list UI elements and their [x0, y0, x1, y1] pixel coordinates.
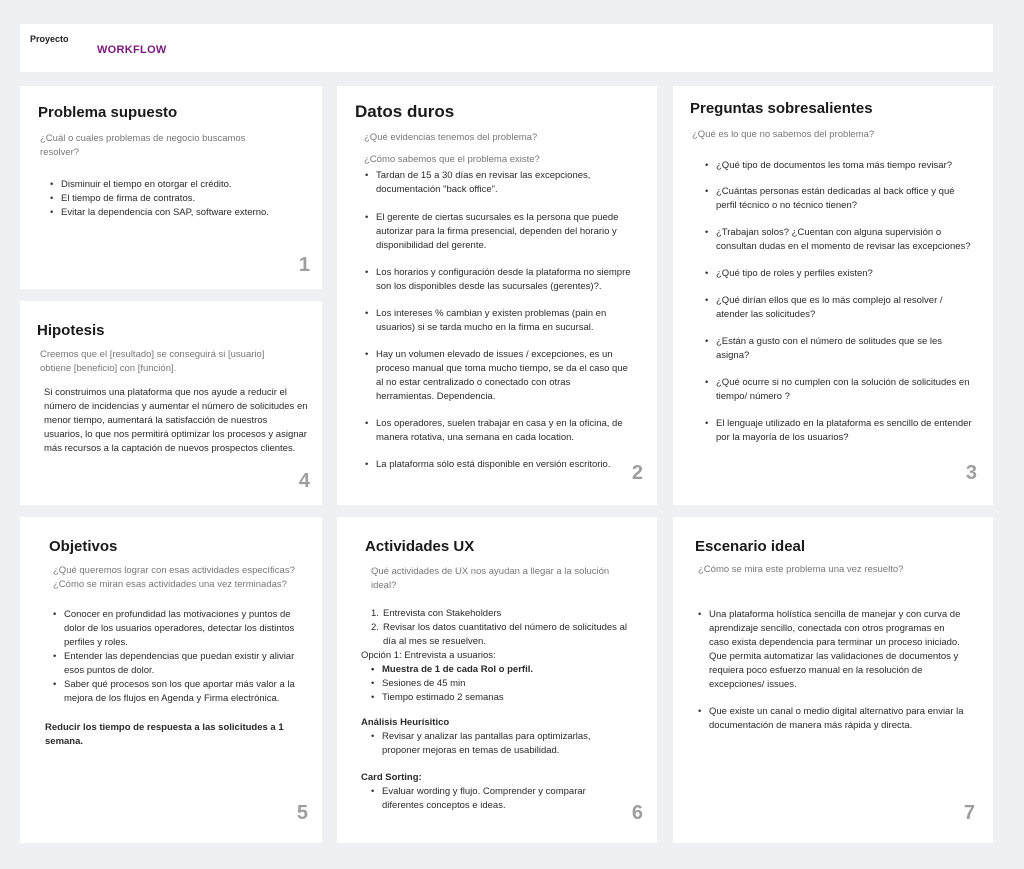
- card-hipotesis: [20, 301, 322, 505]
- section-bullets: [369, 785, 609, 813]
- card-title: Escenario ideal: [695, 538, 806, 555]
- card-title: Objetivos: [49, 538, 118, 555]
- list-item: • Los intereses % cambian y existen problemas (pain en usuarios) si se tarda mucho en la firma en sucursal.: [363, 307, 631, 335]
- card-title: Actividades UX: [365, 538, 475, 555]
- card-bullets: [48, 178, 308, 220]
- card-actividades-ux: [337, 517, 657, 843]
- list-item: • ¿Qué tipo de documentos les toma más tiempo revisar?: [703, 159, 975, 173]
- section-heading: Análisis Heurísitico: [361, 717, 450, 728]
- card-objetivos: [20, 517, 322, 843]
- card-title: Preguntas sobresalientes: [690, 100, 873, 117]
- project-label: Proyecto: [30, 34, 69, 44]
- list-item: • El tiempo de firma de contratos.: [48, 192, 308, 206]
- card-footer-note: Reducir los tiempo de respuesta a las solicitudes a 1 semana.: [45, 722, 284, 747]
- list-item: • ¿Trabajan solos? ¿Cuentan con alguna supervisión o consultan dudas en el momento de revisar las excepciones?: [703, 226, 975, 254]
- list-number: 1.: [371, 608, 379, 619]
- option-line: Opción 1: Entrevista a usuarios:: [361, 650, 496, 661]
- card-bullets: [703, 159, 975, 445]
- list-item: • Sesiones de 45 min: [369, 677, 629, 691]
- card-number: 6: [631, 802, 643, 824]
- list-item: • Muestra de 1 de cada Rol o perfil.: [369, 663, 629, 677]
- card-bullets: [696, 608, 966, 733]
- card-title: Problema supuesto: [38, 104, 178, 121]
- list-item: • Hay un volumen elevado de issues / excepciones, es un proceso manual que toma mucho tiempo, se da el caso que al no estar centralizado o conectado con otras herramientas. Dependencia.: [363, 348, 631, 404]
- card-number: 2: [631, 462, 643, 484]
- list-number: 2.: [371, 622, 379, 633]
- card-title: Datos duros: [355, 102, 455, 121]
- list-item: • Que existe un canal o medio digital alternativo para enviar la documentación de manera más rápida y directa.: [696, 705, 966, 733]
- list-item: [371, 607, 639, 621]
- list-text: Entrevista con Stakeholders: [383, 608, 502, 619]
- card-question: ¿Qué evidencias tenemos del problema?: [364, 132, 538, 143]
- list-item: • ¿Cuántas personas están dedicadas al back office y qué perfil técnico o no técnico tienen?: [703, 185, 975, 213]
- list-item: • Tiempo estimado 2 semanas: [369, 691, 629, 705]
- card-bullets: [363, 169, 631, 472]
- section-heading: Card Sorting:: [361, 772, 422, 783]
- list-item: • Evaluar wording y flujo. Comprender y comparar diferentes conceptos e ideas.: [369, 785, 609, 813]
- section-bullets: [369, 730, 609, 758]
- list-item: • Revisar y analizar las pantallas para optimizarlas, proponer mejoras en temas de usabilidad.: [369, 730, 609, 758]
- card-datos-duros: [337, 86, 657, 505]
- list-item: • Saber qué procesos son los que aportar más valor a la mejora de los flujos en Agenda y Firma electrónica.: [51, 678, 313, 706]
- card-question: ¿Cuál o cuales problemas de negocio buscamos resolver?: [40, 133, 246, 158]
- card-title: Hipotesis: [37, 322, 105, 339]
- list-item: • El lenguaje utilizado en la plataforma es sencillo de entender por la mayoría de los usuarios?: [703, 417, 975, 445]
- list-item: • ¿Están a gusto con el número de solitudes que se les asigna?: [703, 335, 975, 363]
- list-item: • Evitar la dependencia con SAP, software externo.: [48, 206, 308, 220]
- list-item: [371, 621, 639, 649]
- card-numbered-list: [371, 607, 639, 649]
- list-item: • Una plataforma holística sencilla de manejar y con curva de aprendizaje sencillo, conectada con otros programas en caso exista dependencia para terminar un proceso iniciado. Que permita automatizar las validaciones de documentos y requiera poco esfuerzo manual en la resolución de excepciones/ issues.: [696, 608, 966, 692]
- list-item: • Disminuir el tiempo en otorgar el crédito.: [48, 178, 308, 192]
- card-question: ¿Cómo se mira este problema una vez resuelto?: [698, 564, 904, 575]
- option-bullets: [369, 663, 629, 705]
- card-problema-supuesto: [20, 86, 322, 289]
- card-question: Creemos que el [resultado] se conseguirá si [usuario] obtiene [beneficio] con [función].: [40, 349, 265, 374]
- list-item: • Tardan de 15 a 30 días en revisar las excepciones, documentación "back office".: [363, 169, 631, 197]
- list-item: • ¿Qué ocurre si no cumplen con la solución de solicitudes en tiempo/ número ?: [703, 376, 975, 404]
- list-item: • Entender las dependencias que puedan existir y aliviar esos puntos de dolor.: [51, 650, 313, 678]
- card-question: ¿Qué queremos lograr con esas actividades específicas? ¿Cómo se miran esas actividades una vez terminadas?: [53, 565, 295, 590]
- list-text: Revisar los datos cuantitativo del número de solicitudes al día al mes se resuelven.: [383, 622, 627, 647]
- card-preguntas-sobresalientes: [673, 86, 993, 505]
- card-question: ¿Qué es lo que no sabemos del problema?: [692, 129, 875, 140]
- list-item: • Los operadores, suelen trabajar en casa y en la oficina, de manera rotativa, una semana en cada location.: [363, 417, 631, 445]
- list-item: • Los horarios y configuración desde la plataforma no siempre son los disponibles desde las sucursales (gerentes)?.: [363, 266, 631, 294]
- card-number: 3: [965, 462, 977, 484]
- list-item: • ¿Qué tipo de roles y perfiles existen?: [703, 267, 975, 281]
- list-item: • La plataforma sólo está disponible en versión escritorio.: [363, 458, 631, 472]
- card-question: ¿Cómo sabemos que el problema existe?: [364, 154, 540, 165]
- card-number: 5: [296, 802, 308, 824]
- list-item: • ¿Qué dirían ellos que es lo más complejo al resolver / atender las solicitudes?: [703, 294, 975, 322]
- card-escenario-ideal: [673, 517, 993, 843]
- card-number: 4: [298, 470, 310, 492]
- card-number: 1: [298, 254, 310, 276]
- list-item: • Conocer en profundidad las motivaciones y puntos de dolor de los usuarios operadores, detectar los distintos perfiles y roles.: [51, 608, 313, 650]
- card-bullets: [51, 608, 313, 706]
- project-title: WORKFLOW: [97, 44, 167, 56]
- list-item: • El gerente de ciertas sucursales es la persona que puede autorizar para la firma presencial, dependen del horario y disponibilidad del gerente.: [363, 211, 631, 253]
- card-question: Qué actividades de UX nos ayudan a llegar a la solución ideal?: [371, 566, 610, 591]
- card-body: Si construimos una plataforma que nos ayude a reducir el número de incidencias y aumentar el número de solicitudes en menor tiempo, aumentará la satisfacción de nuestros usuarios, lo que nos permitirá optimizar los procesos y asignar más recursos a la captación de nuevos prospectos clientes.: [44, 387, 308, 454]
- card-number: 7: [963, 802, 975, 824]
